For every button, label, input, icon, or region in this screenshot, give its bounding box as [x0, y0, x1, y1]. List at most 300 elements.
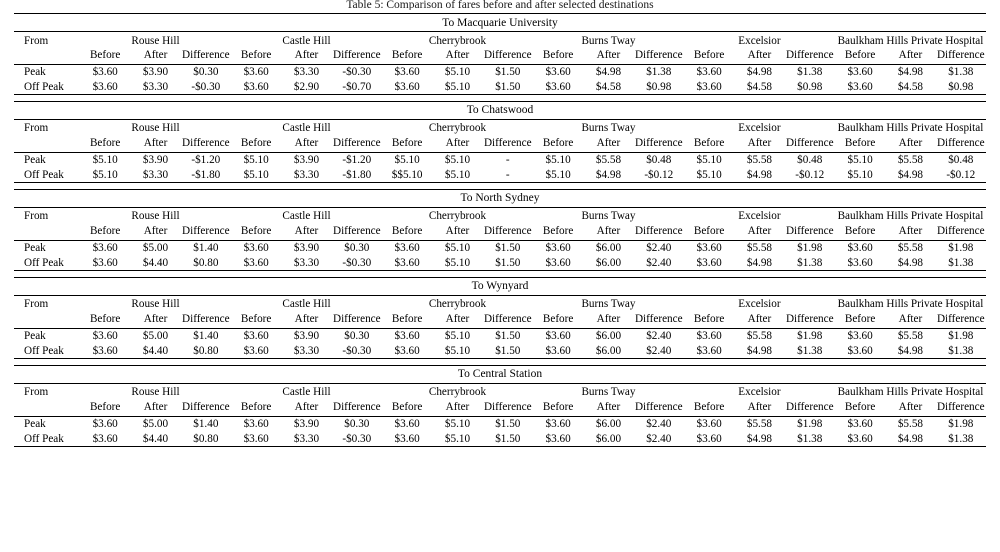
origin-group-header: Castle Hill [231, 207, 382, 224]
cell-before: $3.60 [533, 255, 583, 270]
cell-before: $5.10 [80, 167, 130, 182]
cell-before: $3.60 [382, 64, 432, 79]
column-header-difference: Difference [182, 137, 230, 150]
origin-group-header: Castle Hill [231, 295, 382, 312]
cell-after: $3.90 [281, 416, 331, 431]
cell-difference: - [483, 167, 533, 182]
cell-before: $3.60 [684, 64, 734, 79]
cell-before: $5.10 [684, 167, 734, 182]
column-header-after: After [898, 401, 923, 414]
cell-difference: -$1.20 [332, 152, 382, 167]
column-header-difference: Difference [785, 401, 834, 414]
cell-before: $3.60 [231, 255, 281, 270]
cell-before: $3.60 [231, 328, 281, 343]
cell-difference: $1.98 [936, 240, 986, 255]
column-header-difference: Difference [936, 225, 985, 238]
column-header-before: Before [542, 401, 574, 414]
cell-after: $4.58 [583, 79, 633, 94]
column-header-difference: Difference [936, 137, 985, 150]
column-header-difference: Difference [332, 137, 381, 150]
cell-before: $3.60 [835, 64, 885, 79]
cell-difference: $1.50 [483, 255, 533, 270]
column-header-from: From [14, 295, 80, 312]
fare-table [14, 189, 986, 271]
cell-before: $5.10 [684, 152, 734, 167]
cell-difference: -$0.30 [332, 255, 382, 270]
column-header-difference: Difference [332, 225, 381, 238]
column-header-difference: Difference [483, 49, 532, 62]
column-header-before: Before [89, 401, 121, 414]
cell-difference: $1.38 [785, 343, 835, 358]
cell-difference: $1.98 [785, 328, 835, 343]
column-header-difference: Difference [483, 313, 532, 326]
column-header-before: Before [693, 313, 725, 326]
cell-difference: $0.48 [936, 152, 986, 167]
cell-before: $3.60 [80, 240, 130, 255]
cell-difference: $0.98 [785, 79, 835, 94]
cell-difference: $2.40 [634, 240, 684, 255]
cell-difference: $1.98 [936, 328, 986, 343]
cell-after: $4.98 [734, 64, 784, 79]
column-header-after: After [596, 225, 621, 238]
cell-difference: $1.38 [936, 64, 986, 79]
cell-after: $4.98 [734, 255, 784, 270]
origin-group-header: Burns Tway [533, 295, 684, 312]
column-header-after: After [143, 225, 168, 238]
column-header-after: After [898, 49, 923, 62]
cell-difference: -$0.30 [332, 343, 382, 358]
row-label: Off Peak [14, 167, 80, 182]
cell-after: $5.58 [734, 240, 784, 255]
row-label: Off Peak [14, 343, 80, 358]
column-header-after: After [747, 225, 772, 238]
cell-difference: $0.30 [332, 416, 382, 431]
column-header-difference: Difference [332, 313, 381, 326]
tables-container [14, 13, 986, 447]
cell-difference: $1.38 [785, 431, 835, 446]
cell-difference: $1.38 [785, 64, 835, 79]
cell-after: $6.00 [583, 343, 633, 358]
cell-after: $4.40 [130, 431, 180, 446]
column-header-before: Before [240, 225, 272, 238]
column-header-from: From [14, 119, 80, 136]
row-label: Off Peak [14, 431, 80, 446]
destination-heading: To Chatswood [14, 101, 986, 119]
cell-before: $3.60 [382, 255, 432, 270]
cell-before: $3.60 [382, 240, 432, 255]
column-header-after: After [445, 137, 470, 150]
cell-difference: $1.38 [936, 431, 986, 446]
cell-after: $5.00 [130, 416, 180, 431]
cell-after: $5.10 [432, 255, 482, 270]
table-row [14, 431, 986, 446]
origin-group-header: Baulkham Hills Private Hospital [835, 32, 986, 49]
column-header-after: After [596, 313, 621, 326]
fare-table [14, 13, 986, 95]
cell-after: $3.30 [281, 64, 331, 79]
origin-group-header: Excelsior [684, 119, 835, 136]
cell-after: $5.00 [130, 328, 180, 343]
cell-after: $5.10 [432, 152, 482, 167]
table-row [14, 343, 986, 358]
cell-before: $3.60 [835, 79, 885, 94]
cell-after: $5.10 [432, 431, 482, 446]
fare-table [14, 101, 986, 183]
row-label: Peak [14, 240, 80, 255]
row-label: Off Peak [14, 255, 80, 270]
origin-group-header: Cherrybrook [382, 383, 533, 400]
cell-difference: $1.98 [785, 416, 835, 431]
cell-difference: $1.50 [483, 431, 533, 446]
column-header-before: Before [89, 225, 121, 238]
column-header-difference: Difference [483, 137, 532, 150]
cell-before: $3.60 [533, 416, 583, 431]
cell-before: $3.60 [684, 343, 734, 358]
table-row [14, 255, 986, 270]
column-header-difference: Difference [182, 49, 230, 62]
cell-after: $4.40 [130, 343, 180, 358]
column-header-before: Before [542, 49, 574, 62]
cell-before: $5.10 [80, 152, 130, 167]
cell-difference: $1.50 [483, 416, 533, 431]
cell-after: $2.90 [281, 79, 331, 94]
table-row [14, 416, 986, 431]
column-header-after: After [143, 313, 168, 326]
origin-group-header: Excelsior [684, 383, 835, 400]
table-row [14, 152, 986, 167]
column-header-after: After [294, 313, 319, 326]
column-header-difference: Difference [182, 401, 230, 414]
row-label: Off Peak [14, 79, 80, 94]
cell-after: $6.00 [583, 240, 633, 255]
cell-difference: $2.40 [634, 431, 684, 446]
cell-after: $5.58 [734, 416, 784, 431]
column-header-difference: Difference [785, 313, 834, 326]
fare-table-block [14, 189, 986, 271]
cell-difference: $1.98 [785, 240, 835, 255]
column-header-before: Before [89, 313, 121, 326]
cell-after: $4.98 [885, 64, 935, 79]
cell-after: $4.98 [734, 431, 784, 446]
cell-difference: -$0.30 [332, 431, 382, 446]
cell-after: $5.58 [734, 328, 784, 343]
origin-group-header: Rouse Hill [80, 383, 231, 400]
cell-before: $3.60 [382, 416, 432, 431]
column-header-difference: Difference [936, 49, 985, 62]
column-header-after: After [294, 137, 319, 150]
cell-before: $3.60 [835, 416, 885, 431]
origin-group-header: Rouse Hill [80, 32, 231, 49]
column-header-before: Before [240, 137, 272, 150]
cell-after: $5.58 [885, 328, 935, 343]
column-header-after: After [143, 401, 168, 414]
cell-before: $3.60 [80, 343, 130, 358]
cell-before: $5.10 [231, 167, 281, 182]
fare-table-block [14, 13, 986, 95]
cell-after: $3.30 [281, 343, 331, 358]
column-header-before: Before [391, 401, 423, 414]
destination-heading: To North Sydney [14, 189, 986, 207]
cell-difference: - [483, 152, 533, 167]
column-header-difference: Difference [785, 137, 834, 150]
column-header-difference: Difference [332, 49, 381, 62]
cell-difference: $0.48 [785, 152, 835, 167]
column-header-spacer [14, 312, 80, 328]
cell-difference: $1.40 [181, 416, 231, 431]
cell-before: $3.60 [382, 328, 432, 343]
origin-group-header: Baulkham Hills Private Hospital [835, 207, 986, 224]
cell-difference: $0.80 [181, 431, 231, 446]
column-header-difference: Difference [634, 401, 683, 414]
page-title: Table 5: Comparison of fares before and after selected destinations [346, 0, 654, 10]
cell-after: $3.30 [130, 79, 180, 94]
cell-before: $3.60 [382, 431, 432, 446]
origin-group-header: Excelsior [684, 295, 835, 312]
cell-difference: $2.40 [634, 416, 684, 431]
cell-after: $6.00 [583, 416, 633, 431]
column-header-before: Before [693, 137, 725, 150]
cell-before: $$5.10 [382, 167, 432, 182]
column-header-before: Before [693, 225, 725, 238]
cell-before: $3.60 [533, 343, 583, 358]
column-header-after: After [747, 137, 772, 150]
column-header-before: Before [240, 313, 272, 326]
column-header-after: After [445, 313, 470, 326]
cell-after: $3.90 [281, 240, 331, 255]
column-header-after: After [143, 137, 168, 150]
column-header-difference: Difference [634, 225, 683, 238]
table-row [14, 79, 986, 94]
column-header-difference: Difference [634, 137, 683, 150]
column-header-before: Before [391, 137, 423, 150]
cell-difference: $0.98 [634, 79, 684, 94]
table-row [14, 328, 986, 343]
cell-difference: $0.30 [181, 64, 231, 79]
cell-difference: $0.98 [936, 79, 986, 94]
cell-difference: $1.50 [483, 328, 533, 343]
cell-before: $3.60 [533, 64, 583, 79]
column-header-difference: Difference [483, 401, 532, 414]
origin-group-header: Excelsior [684, 207, 835, 224]
column-header-before: Before [89, 49, 121, 62]
origin-group-header: Burns Tway [533, 383, 684, 400]
cell-after: $4.98 [885, 167, 935, 182]
table-row [14, 167, 986, 182]
origin-group-header: Excelsior [684, 32, 835, 49]
cell-after: $3.30 [281, 255, 331, 270]
cell-before: $5.10 [835, 167, 885, 182]
cell-before: $3.60 [684, 79, 734, 94]
column-header-after: After [143, 49, 168, 62]
column-header-after: After [898, 313, 923, 326]
column-header-before: Before [240, 401, 272, 414]
column-header-after: After [445, 401, 470, 414]
cell-before: $3.60 [80, 416, 130, 431]
row-label: Peak [14, 152, 80, 167]
column-header-after: After [596, 49, 621, 62]
cell-difference: $1.38 [634, 64, 684, 79]
column-header-after: After [747, 401, 772, 414]
cell-difference: -$1.20 [181, 152, 231, 167]
cell-after: $5.58 [885, 240, 935, 255]
cell-before: $5.10 [231, 152, 281, 167]
destination-heading: To Wynyard [14, 277, 986, 295]
cell-difference: -$0.12 [634, 167, 684, 182]
cell-before: $3.60 [533, 79, 583, 94]
cell-after: $5.10 [432, 416, 482, 431]
column-header-difference: Difference [634, 313, 683, 326]
column-header-before: Before [391, 313, 423, 326]
fare-table-block [14, 365, 986, 447]
origin-group-header: Cherrybrook [382, 207, 533, 224]
cell-after: $4.98 [885, 431, 935, 446]
fare-table-block [14, 101, 986, 183]
column-header-before: Before [693, 49, 725, 62]
destination-heading: To Macquarie University [14, 14, 986, 32]
cell-after: $4.98 [885, 255, 935, 270]
cell-before: $3.60 [835, 240, 885, 255]
column-header-difference: Difference [785, 225, 834, 238]
origin-group-header: Cherrybrook [382, 32, 533, 49]
origin-group-header: Burns Tway [533, 32, 684, 49]
cell-before: $3.60 [231, 64, 281, 79]
column-header-difference: Difference [332, 401, 381, 414]
cell-before: $3.60 [533, 240, 583, 255]
origin-group-header: Rouse Hill [80, 207, 231, 224]
column-header-before: Before [844, 225, 876, 238]
column-header-after: After [596, 137, 621, 150]
column-header-before: Before [844, 49, 876, 62]
column-header-before: Before [542, 137, 574, 150]
cell-difference: $2.40 [634, 255, 684, 270]
origin-group-header: Castle Hill [231, 383, 382, 400]
origin-group-header: Cherrybrook [382, 295, 533, 312]
column-header-from: From [14, 383, 80, 400]
column-header-after: After [294, 225, 319, 238]
cell-before: $3.60 [684, 240, 734, 255]
cell-before: $3.60 [835, 343, 885, 358]
cell-difference: $1.40 [181, 328, 231, 343]
cell-after: $5.00 [130, 240, 180, 255]
column-header-after: After [747, 313, 772, 326]
cell-before: $3.60 [382, 343, 432, 358]
cell-before: $3.60 [80, 255, 130, 270]
cell-after: $3.90 [281, 328, 331, 343]
column-header-difference: Difference [182, 225, 230, 238]
cell-difference: $0.80 [181, 343, 231, 358]
cell-after: $4.58 [734, 79, 784, 94]
cell-before: $3.60 [382, 79, 432, 94]
origin-group-header: Burns Tway [533, 207, 684, 224]
cell-after: $4.58 [885, 79, 935, 94]
column-header-spacer [14, 136, 80, 152]
cell-difference: $1.38 [936, 343, 986, 358]
cell-after: $4.98 [583, 167, 633, 182]
cell-difference: $1.50 [483, 240, 533, 255]
column-header-after: After [445, 49, 470, 62]
cell-after: $4.98 [885, 343, 935, 358]
column-header-from: From [14, 207, 80, 224]
row-label: Peak [14, 328, 80, 343]
cell-before: $3.60 [684, 328, 734, 343]
cell-after: $5.10 [432, 240, 482, 255]
destination-heading: To Central Station [14, 365, 986, 383]
column-header-before: Before [844, 401, 876, 414]
cell-after: $4.98 [734, 167, 784, 182]
cell-difference: $0.30 [332, 240, 382, 255]
column-header-after: After [294, 401, 319, 414]
origin-group-header: Burns Tway [533, 119, 684, 136]
fare-table [14, 365, 986, 447]
column-header-spacer [14, 400, 80, 416]
cell-difference: $1.50 [483, 79, 533, 94]
column-header-spacer [14, 224, 80, 240]
cell-difference: $0.48 [634, 152, 684, 167]
cell-difference: $2.40 [634, 328, 684, 343]
column-header-before: Before [844, 313, 876, 326]
column-header-before: Before [693, 401, 725, 414]
column-header-before: Before [391, 225, 423, 238]
cell-before: $3.60 [684, 255, 734, 270]
origin-group-header: Rouse Hill [80, 295, 231, 312]
cell-difference: -$0.12 [936, 167, 986, 182]
cell-difference: $1.38 [785, 255, 835, 270]
fare-table-block [14, 277, 986, 359]
cell-after: $3.30 [281, 167, 331, 182]
cell-before: $3.60 [80, 328, 130, 343]
cell-difference: $1.50 [483, 64, 533, 79]
cell-before: $3.60 [231, 431, 281, 446]
row-label: Peak [14, 64, 80, 79]
origin-group-header: Baulkham Hills Private Hospital [835, 295, 986, 312]
cell-difference: -$0.30 [332, 64, 382, 79]
cell-before: $5.10 [382, 152, 432, 167]
cell-before: $3.60 [231, 240, 281, 255]
column-header-after: After [294, 49, 319, 62]
cell-after: $3.90 [130, 152, 180, 167]
cell-before: $3.60 [80, 431, 130, 446]
cell-difference: $1.38 [936, 255, 986, 270]
origin-group-header: Baulkham Hills Private Hospital [835, 119, 986, 136]
origin-group-header: Baulkham Hills Private Hospital [835, 383, 986, 400]
cell-before: $3.60 [533, 328, 583, 343]
cell-difference: -$1.80 [332, 167, 382, 182]
cell-after: $5.10 [432, 64, 482, 79]
column-header-before: Before [844, 137, 876, 150]
column-header-after: After [747, 49, 772, 62]
cell-after: $6.00 [583, 431, 633, 446]
cell-after: $6.00 [583, 328, 633, 343]
cell-after: $3.90 [281, 152, 331, 167]
cell-before: $3.60 [80, 79, 130, 94]
column-header-before: Before [542, 225, 574, 238]
cell-after: $5.10 [432, 343, 482, 358]
column-header-difference: Difference [634, 49, 683, 62]
origin-group-header: Castle Hill [231, 32, 382, 49]
cell-difference: $0.80 [181, 255, 231, 270]
cell-before: $3.60 [231, 343, 281, 358]
cell-after: $5.10 [432, 79, 482, 94]
cell-after: $5.58 [583, 152, 633, 167]
cell-after: $5.10 [432, 167, 482, 182]
cell-before: $3.60 [684, 431, 734, 446]
cell-after: $5.10 [432, 328, 482, 343]
cell-before: $3.60 [231, 79, 281, 94]
column-header-before: Before [240, 49, 272, 62]
cell-after: $6.00 [583, 255, 633, 270]
cell-before: $3.60 [835, 328, 885, 343]
cell-difference: $2.40 [634, 343, 684, 358]
